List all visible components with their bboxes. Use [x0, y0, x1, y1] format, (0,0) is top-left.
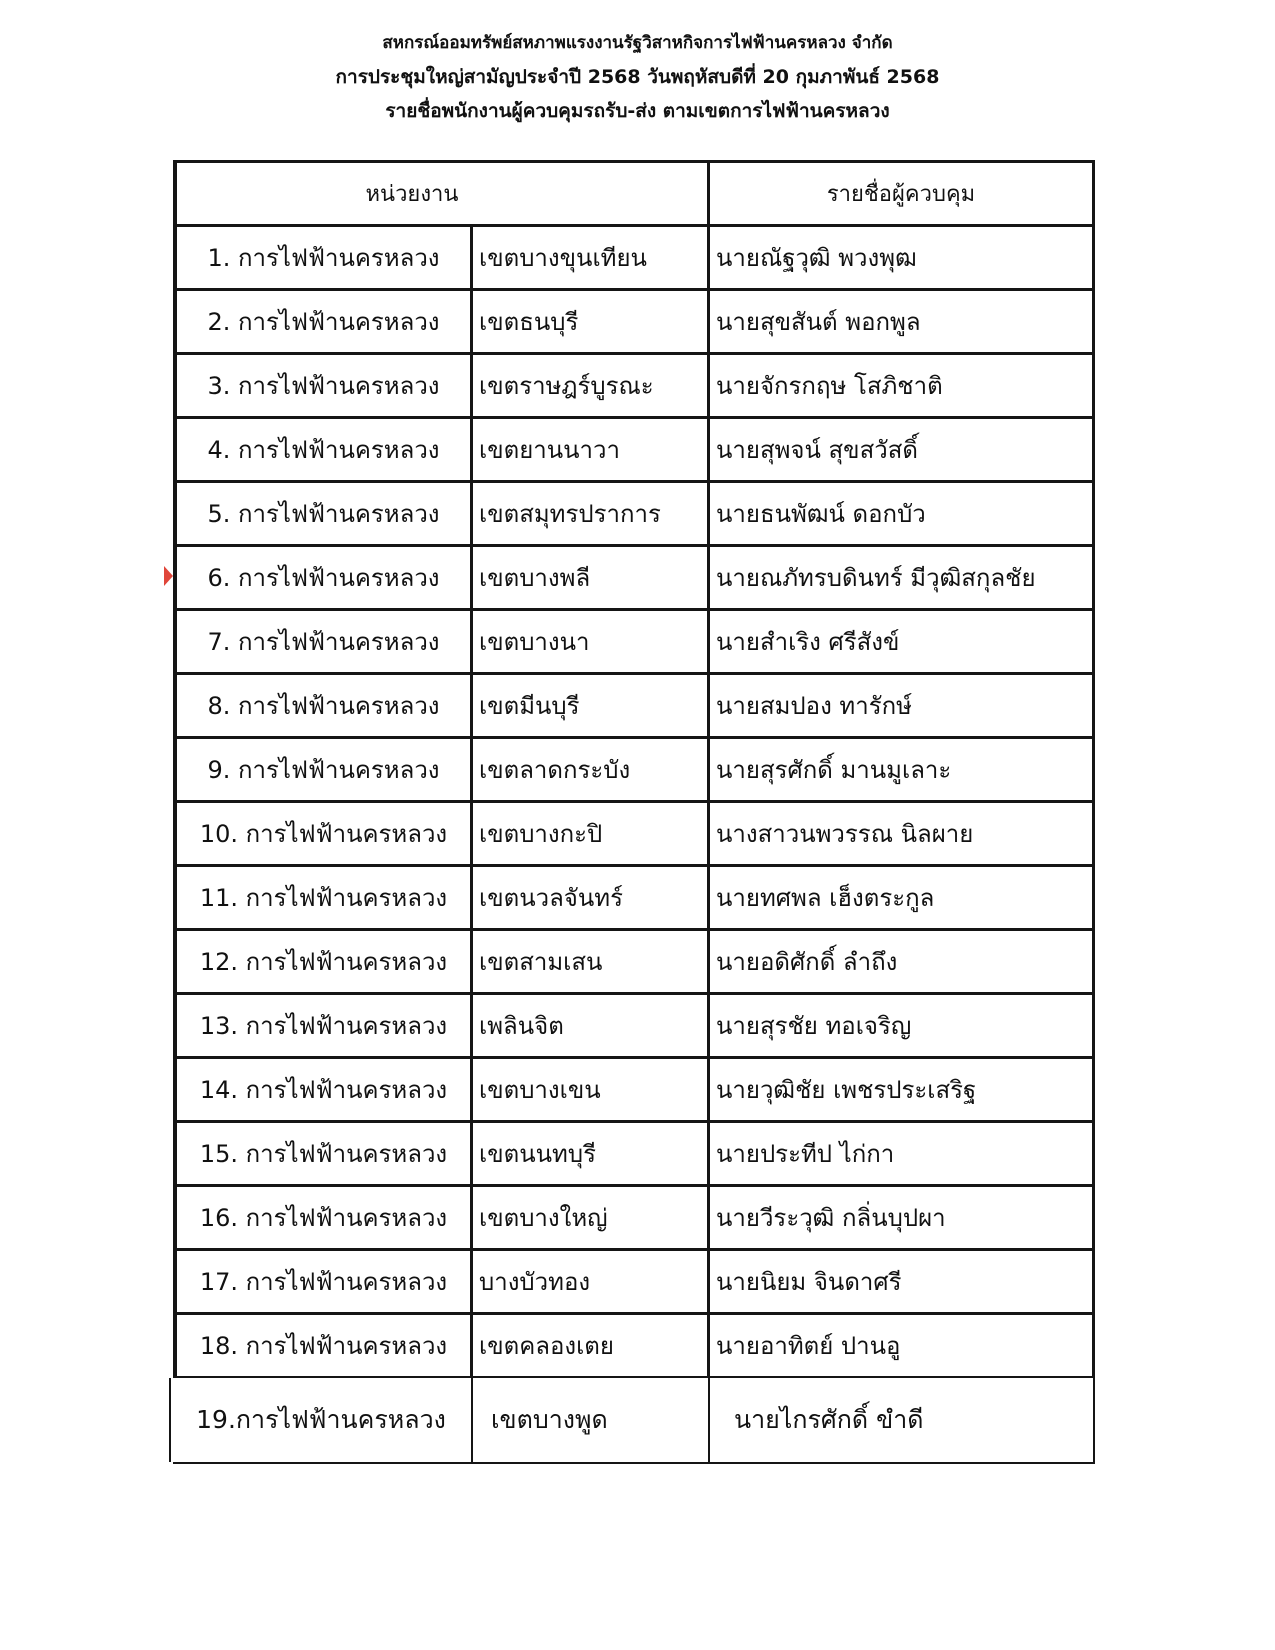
- unit-cell: 4. การไฟฟ้านครหลวง: [173, 419, 473, 480]
- zone-cell: เขตสมุทรปราการ: [473, 483, 710, 544]
- unit-cell: 15. การไฟฟ้านครหลวง: [173, 1123, 473, 1184]
- supervisor-name-cell: นายไกรศักดิ์ ขำดี: [710, 1378, 1095, 1462]
- supervisor-name-cell: นายประทีป ไก่กา: [710, 1123, 1095, 1184]
- unit-cell: 1. การไฟฟ้านครหลวง: [173, 227, 473, 288]
- zone-cell: เขตสามเสน: [473, 931, 710, 992]
- supervisor-name-cell: นายสุพจน์ สุขสวัสดิ์: [710, 419, 1095, 480]
- supervisor-name-cell: นายสมปอง ทารักษ์: [710, 675, 1095, 736]
- supervisor-table: [173, 160, 1095, 1464]
- table-row: [173, 864, 1095, 928]
- unit-cell: 12. การไฟฟ้านครหลวง: [173, 931, 473, 992]
- table-row: [173, 1376, 1095, 1464]
- table-row: [173, 608, 1095, 672]
- table-row: [173, 480, 1095, 544]
- zone-cell: เขตยานนาวา: [473, 419, 710, 480]
- organization-title: สหกรณ์ออมทรัพย์สหภาพแรงงานรัฐวิสาหกิจการไฟฟ้านครหลวง จำกัด: [382, 33, 893, 53]
- zone-cell: เขตลาดกระบัง: [473, 739, 710, 800]
- unit-cell: 17. การไฟฟ้านครหลวง: [173, 1251, 473, 1312]
- table-row: [173, 800, 1095, 864]
- zone-cell: เขตบางพลี: [473, 547, 710, 608]
- zone-cell: เขตบางพูด: [473, 1378, 710, 1462]
- zone-cell: เขตมีนบุรี: [473, 675, 710, 736]
- unit-cell: 2. การไฟฟ้านครหลวง: [173, 291, 473, 352]
- zone-cell: เขตนนทบุรี: [473, 1123, 710, 1184]
- zone-cell: เขตบางนา: [473, 611, 710, 672]
- unit-cell: 8. การไฟฟ้านครหลวง: [173, 675, 473, 736]
- zone-cell: เขตบางใหญ่: [473, 1187, 710, 1248]
- supervisor-name-cell: นายณัฐวุฒิ พวงพุฒ: [710, 227, 1095, 288]
- zone-cell: เขตธนบุรี: [473, 291, 710, 352]
- supervisor-name-cell: นายวุฒิชัย เพชรประเสริฐ: [710, 1059, 1095, 1120]
- supervisor-name-cell: นางสาวนพวรรณ นิลผาย: [710, 803, 1095, 864]
- unit-cell: 5. การไฟฟ้านครหลวง: [173, 483, 473, 544]
- table-row: [173, 672, 1095, 736]
- supervisor-name-cell: นายสุขสันต์ พอกพูล: [710, 291, 1095, 352]
- supervisor-name-cell: นายสำเริง ศรีสังข์: [710, 611, 1095, 672]
- zone-cell: เพลินจิต: [473, 995, 710, 1056]
- table-row: [173, 544, 1095, 608]
- supervisor-name-cell: นายนิยม จินดาศรี: [710, 1251, 1095, 1312]
- table-row: [173, 416, 1095, 480]
- zone-cell: บางบัวทอง: [473, 1251, 710, 1312]
- column-header-supervisor: รายชื่อผู้ควบคุม: [710, 163, 1095, 224]
- meeting-title: การประชุมใหญ่สามัญประจำปี 2568 วันพฤหัสบดีที่ 20 กุมภาพันธ์ 2568: [335, 66, 940, 88]
- table-row: [173, 352, 1095, 416]
- unit-cell: 14. การไฟฟ้านครหลวง: [173, 1059, 473, 1120]
- supervisor-name-cell: นายทศพล เฮ็งตระกูล: [710, 867, 1095, 928]
- document-header: [0, 26, 1275, 128]
- zone-cell: เขตบางเขน: [473, 1059, 710, 1120]
- table-header-row: [173, 160, 1095, 224]
- unit-cell: 9. การไฟฟ้านครหลวง: [173, 739, 473, 800]
- table-row: [173, 1248, 1095, 1312]
- table-row: [173, 1184, 1095, 1248]
- zone-cell: เขตนวลจันทร์: [473, 867, 710, 928]
- supervisor-name-cell: นายธนพัฒน์ ดอกบัว: [710, 483, 1095, 544]
- supervisor-name-cell: นายอดิศักดิ์ ลำถึง: [710, 931, 1095, 992]
- unit-cell: 19.การไฟฟ้านครหลวง: [169, 1378, 473, 1462]
- zone-cell: เขตบางกะปิ: [473, 803, 710, 864]
- table-row: [173, 288, 1095, 352]
- unit-cell: 16. การไฟฟ้านครหลวง: [173, 1187, 473, 1248]
- supervisor-name-cell: นายณภัทรบดินทร์ มีวุฒิสกุลชัย: [710, 547, 1095, 608]
- unit-cell: 18. การไฟฟ้านครหลวง: [173, 1315, 473, 1376]
- unit-cell: 10. การไฟฟ้านครหลวง: [173, 803, 473, 864]
- table-row: [173, 1056, 1095, 1120]
- zone-cell: เขตคลองเตย: [473, 1315, 710, 1376]
- list-title: รายชื่อพนักงานผู้ควบคุมรถรับ-ส่ง ตามเขตการไฟฟ้านครหลวง: [385, 100, 890, 122]
- unit-cell: 7. การไฟฟ้านครหลวง: [173, 611, 473, 672]
- table-row: [173, 1312, 1095, 1376]
- table-row: [173, 928, 1095, 992]
- column-header-unit: หน่วยงาน: [173, 163, 710, 224]
- table-body: [173, 224, 1095, 1464]
- table-row: [173, 1120, 1095, 1184]
- zone-cell: เขตราษฎร์บูรณะ: [473, 355, 710, 416]
- unit-cell: 6. การไฟฟ้านครหลวง: [173, 547, 473, 608]
- table-row: [173, 224, 1095, 288]
- unit-cell: 3. การไฟฟ้านครหลวง: [173, 355, 473, 416]
- supervisor-name-cell: นายสุรชัย ทอเจริญ: [710, 995, 1095, 1056]
- red-marker-icon: [164, 566, 173, 586]
- supervisor-name-cell: นายสุรศักดิ์ มานมูเลาะ: [710, 739, 1095, 800]
- zone-cell: เขตบางขุนเทียน: [473, 227, 710, 288]
- table-row: [173, 736, 1095, 800]
- unit-cell: 13. การไฟฟ้านครหลวง: [173, 995, 473, 1056]
- table-row: [173, 992, 1095, 1056]
- supervisor-name-cell: นายจักรกฤษ โสภิชาติ: [710, 355, 1095, 416]
- supervisor-name-cell: นายวีระวุฒิ กลิ่นบุปผา: [710, 1187, 1095, 1248]
- unit-cell: 11. การไฟฟ้านครหลวง: [173, 867, 473, 928]
- supervisor-name-cell: นายอาทิตย์ ปานอู: [710, 1315, 1095, 1376]
